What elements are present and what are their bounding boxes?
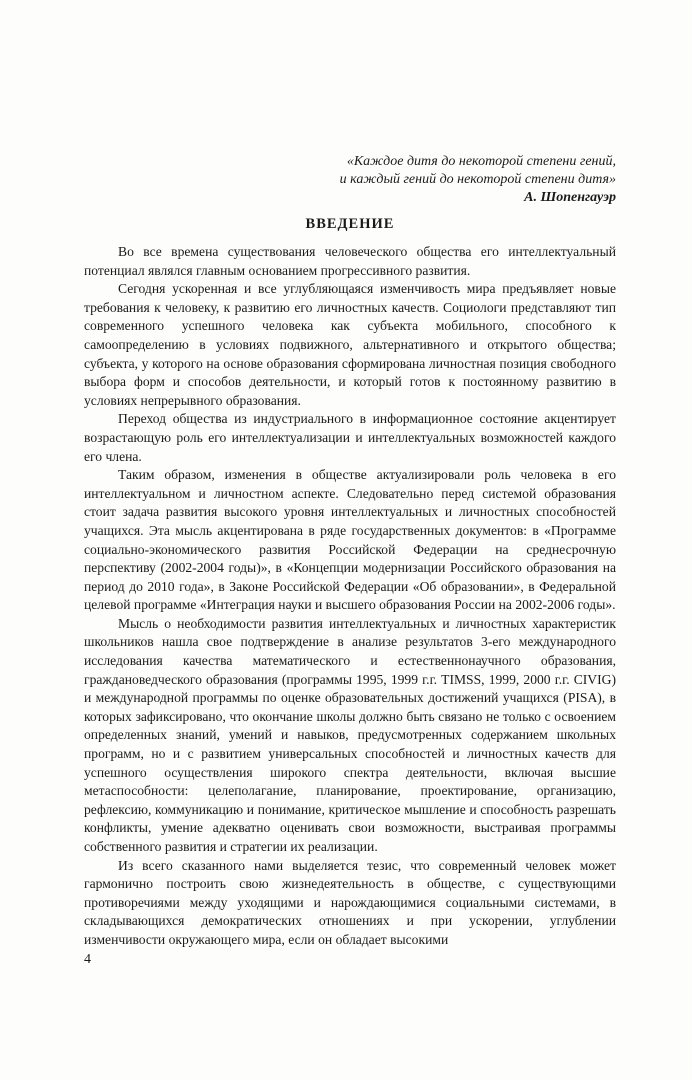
paragraph: Переход общества из индустриального в информационное состояние акцентирует возрастающую роль его интеллектуализации и интеллектуальных возможностей каждого его члена. [84, 411, 616, 464]
epigraph-line-1: «Каждое дитя до некоторой степени гений, [346, 154, 616, 169]
paragraph: Мысль о необходимости развития интеллектуальных и личностных характеристик школьников нашла свое подтверждение в анализе результатов 3-его международного исследования качества математического и естественнонаучного образования, граждановедческого образования (программы 1995, 1999 г.г. TIMSS, 1999, 2000 г.г. CIVIG) и международной программы по оценке образовательных достижений учащихся (PISA), в которых зафиксировано, что окончание школы должно быть связано не только с освоением определенных знаний, умений и навыков, предусмотренных содержанием школьных программ, но и с развитием универсальных способностей и личностных качеств для успешного осуществления широкого спектра деятельности, включая высшие метаспособности: целеполагание, планирование, проектирование, организацию, рефлексию, коммуникацию и понимание, критическое мышление и способность разрешать конфликты, умение адекватно оценивать свои возможности, выстраивая программы собственного развития и стратегии их реализации. [84, 615, 616, 854]
epigraph-line-2: и каждый гений до некоторой степени дитя» [339, 172, 616, 187]
paragraph: Сегодня ускоренная и все углубляющаяся изменчивость мира предъявляет новые требования к человеку, к развитию его личностных качеств. Социологи представляют тип современного успешного человека как субъекта мобильного, способного к самоопределению в условиях подвижного, альтернативного и открытого общества; субъекта, у которого на основе образования сформирована личностная позиция свободного выбора форм и способов деятельности, и который готов к постоянному развитию в условиях непрерывного образования. [84, 281, 616, 408]
paragraph: Во все времена существования человеческого общества его интеллектуальный потенциал являлся главным основанием прогрессивного развития. [84, 244, 616, 278]
paragraph: Из всего сказанного нами выделяется тезис, что современный человек может гармонично построить свою жизнедеятельность в обществе, с существующими противоречиями между уходящими и нарождающимися социальными системами, в складывающихся демократических отношениях и при ускорении, углублении изменчивости окружающего мира, если он обладает высокими [84, 857, 616, 947]
body-text [84, 243, 616, 950]
epigraph-author: А. Шопенгауэр [524, 190, 616, 205]
epigraph [300, 153, 616, 207]
paragraph: Таким образом, изменения в обществе актуализировали роль человека в его интеллектуальном и личностном аспекте. Следовательно перед системой образования стоит задача развития высокого уровня интеллектуальных и личностных способностей учащихся. Эта мысль акцентирована в ряде государственных документов: в «Программе социально-экономического развития Российской Федерации на среднесрочную перспективу (2002-2004 годы)», в «Концепции модернизации Российского образования на период до 2010 года», в Законе Российской Федерации «Об образовании», в Федеральной целевой программе «Интеграция науки и высшего образования России на 2002-2006 годы». [84, 467, 616, 613]
page-number: 4 [84, 952, 91, 967]
section-title: ВВЕДЕНИЕ [305, 216, 395, 232]
